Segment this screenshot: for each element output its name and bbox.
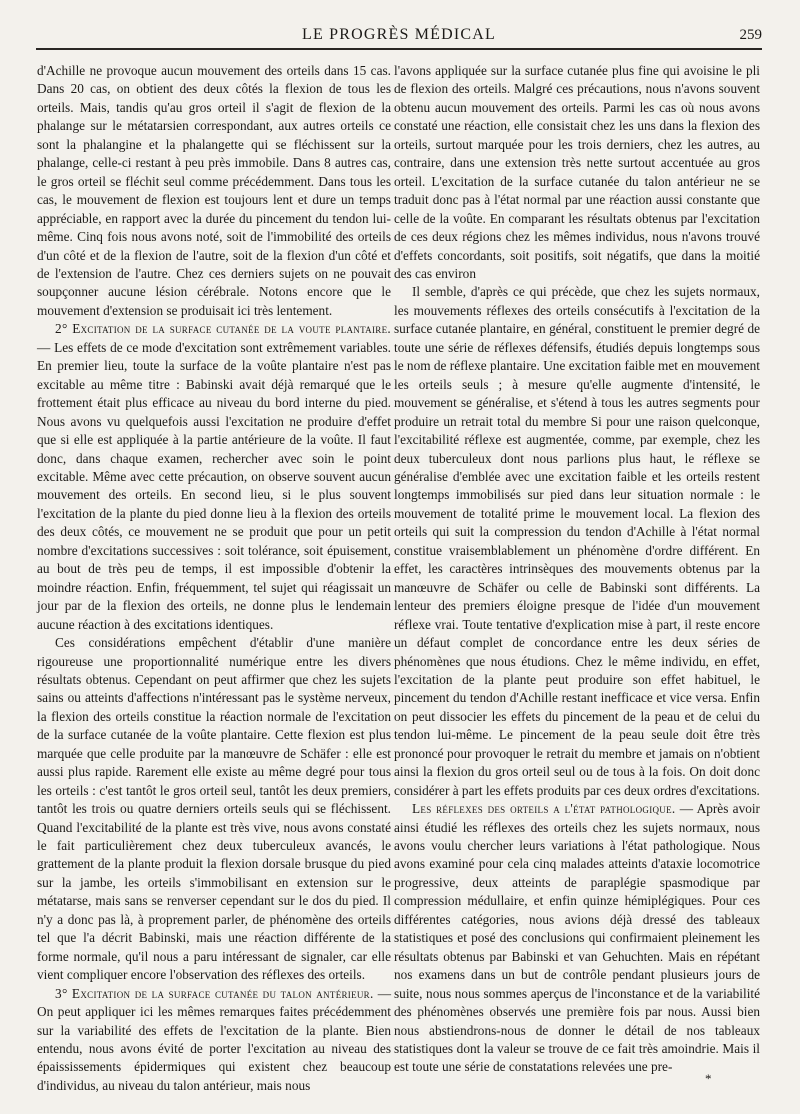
paragraph-body: — Après avoir ainsi étudié les réflexes des orteils chez les sujets normaux, nous avons voulu chercher leurs variations à l'état pathologique. Nous avons examiné pour cela cinq malades atteints d'ataxie locomotrice progressive, deux atteints de paraplégie spasmodique par compression médullaire, et enfin quinze hémiplégiques. Pour ces différentes catégories, nous avions déjà dressé des tableaux statistiques et posé des conclusions qui confirmaient pleinement les résultats obtenus par Babinski et van Gehuchten. Mais en répétant nos examens dans un but de contrôle pendant plusieurs jours de suite, nous nous sommes aperçus de l'inconstance et de la variabilité des phénomènes observés une première fois par nous. Aussi bien nous abstiendrons-nous de donner le détail de nos tableaux statistiques dont la valeur se trouve de ce fait très amoindrie. Mais il est toute une série de constatations relevées une pre- — [394, 801, 760, 1075]
section-heading: 3° Excitation de la surface cutanée du talon antérieur. — [55, 985, 374, 1001]
paragraph: Il semble, d'après ce qui précède, que chez les sujets normaux, les mouvements réflexes des orteils consécutifs à l'excitation de la surface cutanée plantaire, en général, constituent le premier degré de toute une série de réflexes défensifs, étudiés depuis longtemps sous le nom de réflexe plantaire. Une excitation faible met en mouvement les orteils seuls ; à mesure qu'elle augmente d'intensité, le mouvement se généralise, et s'étend à tous les autres segments pour produire un retrait total du membre Si pour une raison quelconque, l'excitabilité réflexe est augmentée, comme, par exemple, chez les deux tuberculeux dont nous parlions plus haut, le réflexe se généralise d'emblée avec une excitation faible et les orteils restent longtemps immobilisés sur pied dans leur situation normale : le mouvement de totalité prime le mouvement local. La flexion des orteils qui suit la compression du tendon d'Achille à l'état normal constitue vraisemblablement un phénomène d'ordre différent. En effet, les caractères intrinsèques des mouvements obtenus par la manœuvre de Schäfer ou celle de Babinski sont différents. La lenteur des premiers éloigne presque de l'idée d'un mouvement réflexe vrai. Toute tentative d'explication mise à part, il reste encore un défaut complet de concordance entre les deux séries de phénomènes que nous étudions. Chez le même individu, en effet, l'excitation de la plante peut produire son effet habituel, le pincement du tendon d'Achille restant inefficace et vice versa. Enfin on peut dissocier les effets du pincement de la peau et de celui du tendon lui-même. Le pincement de la peau seule doit être très prononcé pour provoquer le retrait du membre et jamais on n'obtient ainsi la flexion du gros orteil seul ou de tous à la fois. On doit donc considérer à part les effets produits par ces deux ordres d'excitations. — [394, 284, 760, 798]
section-heading: 2° Excitation de la surface cutanée de la voute plantaire. — [55, 321, 391, 337]
left-column — [37, 62, 391, 1095]
paragraph — [394, 800, 760, 1077]
journal-title: LE PROGRÈS MÉDICAL — [301, 26, 497, 43]
page-number: 259 — [739, 27, 762, 43]
page-header — [36, 22, 762, 50]
paragraph — [37, 985, 391, 1096]
paragraph-body: — Les effets de ce mode d'excitation sont extrêmement variables. En premier lieu, toute la surface de la voûte plantaire n'est pas excitable au même titre : Babinski avait déjà remarqué que le frottement était plus efficace au niveau du bord interne du pied. Nous avons vu quelquefois aussi l'excitation ne produire d'effet que si elle est appliquée à la partie antérieure de la voûte. Il faut donc, dans chaque examen, rechercher avec soin le point excitable. Même avec cette précaution, on observe souvent aucun mouvement des orteils. En second lieu, si le plus souvent l'excitation de la plante du pied donne lieu à la flexion des orteils des deux côtés, ce mouvement ne se produit que pour un petit nombre d'excitations successives : soit tolérance, soit épuisement, au bout de très peu de temps, il est impossible d'obtenir la moindre réaction. Enfin, fréquemment, tel sujet qui réagissait un jour par de la flexion des orteils, ne donne plus le lendemain aucune réaction à des excitations identiques. — [37, 339, 391, 632]
right-column — [394, 62, 760, 1077]
paragraph: l'avons appliquée sur la surface cutanée plus fine qui avoisine le pli de flexion des orteils. Malgré ces précautions, nous n'avons souvent obtenu aucun mouvement des orteils. Parmi les cas où nous avons constaté une réaction, elle consistait chez les uns dans la flexion des orteils, surtout marquée pour les trois derniers, chez les autres, au contraire, dans une extension très nette surtout accentuée au gros orteil. L'excitation de la surface cutanée du talon antérieur ne se traduit donc pas à l'état normal par une réaction aussi constante que celle de la voûte. En comparant les résultats obtenus par l'excitation de ces deux régions chez les mêmes individus, nous n'avons trouvé d'effets concordants, soit positifs, soit négatifs, que dans la moitié des cas environ — [394, 63, 760, 281]
section-heading: Les réflexes des orteils a l'état pathologique. — [412, 801, 676, 817]
footer-asterisk: * — [705, 1071, 712, 1086]
paragraph-body: — On peut appliquer ici les mêmes remarques faites précédemment sur la variabilité des effets de l'excitation de la plante. Bien entendu, nous avons évité de porter l'excitation au niveau des épaississements épidermiques qui existent chez beaucoup d'individus, au niveau du talon antérieur, mais nous — [37, 985, 391, 1093]
paragraph: Ces considérations empêchent d'établir d'une manière rigoureuse une proportionnalité numérique entre les divers résultats obtenus. Cependant on peut affirmer que chez les sujets sains ou atteints d'affections n'intéressant pas le système nerveux, la flexion des orteils constitue la réaction normale de l'excitation de la surface cutanée de la voûte plantaire. Cette flexion est plus marquée que celle produite par la manœuvre de Schäfer : elle est aussi plus rapide. Rarement elle existe au même degré pour tous les orteils : c'est tantôt le gros orteil seul, tantôt les deux premiers, tantôt les trois ou quatre derniers orteils seuls qui se fléchissent. Quand l'excitabilité de la plante est très vive, nous avons constaté le fait particulièrement chez deux tuberculeux avancés, le grattement de la plante produit la flexion dorsale brusque du pied sur la jambe, les orteils s'immobilisant en extension sur le métatarse, mais sans se renverser cependant sur le dos du pied. Il n'y a donc pas là, à proprement parler, de phénomène des orteils tel que l'a décrit Babinski, mais une réaction différente de la forme normale, qu'il nous a paru intéressant de signaler, car elle vient compliquer encore l'observation des réflexes des orteils. — [37, 635, 391, 983]
paragraph — [37, 320, 391, 634]
paragraph: d'Achille ne provoque aucun mouvement des orteils dans 15 cas. Dans 20 cas, on obtient des deux côtés la flexion de tous les orteils. Mais, tandis qu'au gros orteil il s'agit de flexion de la phalange sur le métatarsien correspondant, aux autres orteils ce sont la phalangine et la phalangette qui se fléchissent sur la phalange, celle-ci restant à peu près immobile. Dans 8 autres cas, le gros orteil se fléchit seul comme précédemment. Dans tous les cas, le mouvement de flexion est toujours lent et dure un temps appréciable, en rapport avec la durée du pincement du tendon lui-même. Cinq fois nous avons noté, soit de l'immobilité des orteils d'un côté et de la flexion de l'autre, soit de la flexion d'un côté et de l'extension de l'autre. Chez ces derniers sujets on ne pouvait soupçonner aucune lésion cérébrale. Notons encore que le mouvement d'extension se produisait ici très lentement. — [37, 63, 391, 318]
